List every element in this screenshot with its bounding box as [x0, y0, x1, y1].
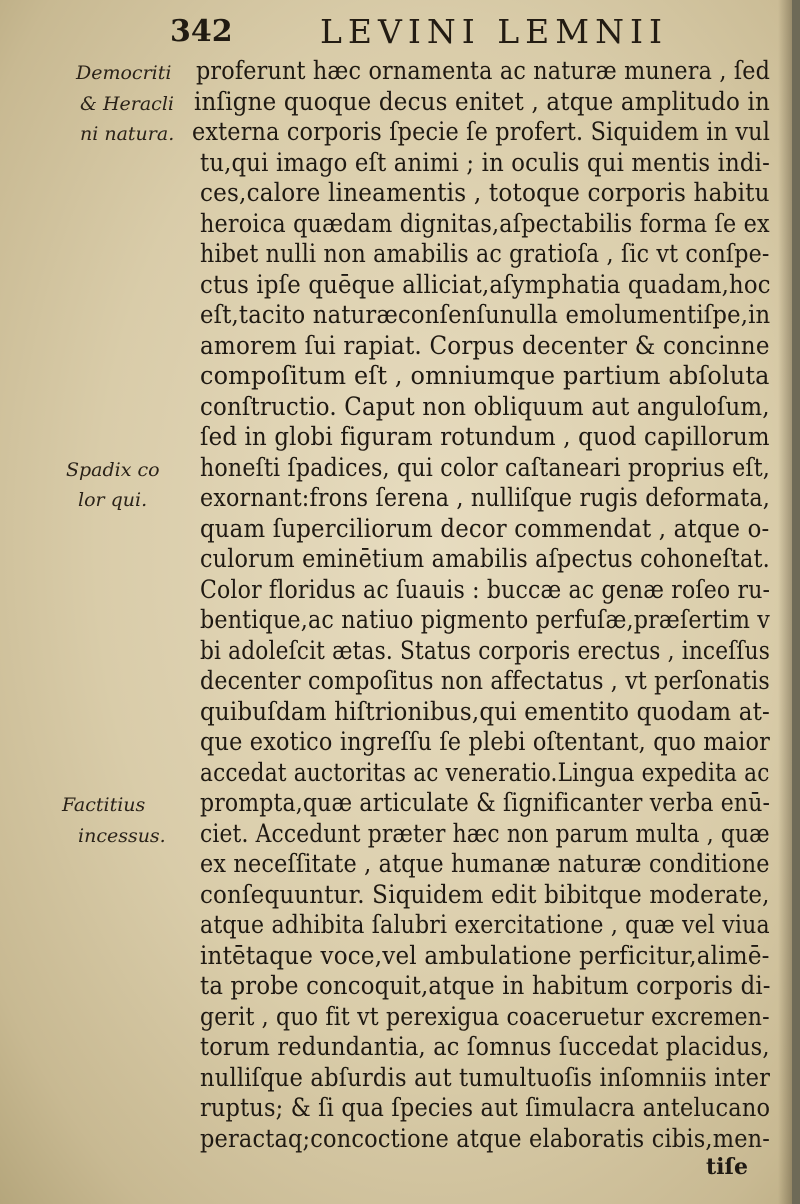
text-line: heroica quædam dignitas,aſpectabilis forma ſe ex: [200, 208, 770, 238]
text-line: Color floridus ac ſuauis : buccæ ac genæ roſeo ru-: [200, 574, 771, 604]
text-line: accedat auctoritas ac veneratio.Lingua expedita ac: [200, 757, 770, 787]
text-line: honeſti ſpadices, qui color caſtaneari proprius eſt,: [200, 452, 771, 482]
text-line: culorum eminētium amabilis aſpectus cohoneſtat.: [200, 544, 770, 573]
text-line: eſt,tacito naturæconſenſunulla emolumentiſpe,in: [200, 300, 771, 329]
text-line: ſed in globi figuram rotundum , quod capillorum: [200, 422, 770, 451]
marginal-note: Spadix co: [66, 458, 160, 481]
text-line: tu,qui imago eſt animi ; in oculis qui mentis indi-: [200, 147, 770, 177]
text-line: inſigne quoque decus enitet , atque amplitudo in: [194, 86, 770, 116]
text-line: quibuſdam hiſtrionibus,qui ementito quodam at-: [200, 696, 771, 726]
running-head: LEVINI LEMNII: [320, 12, 669, 51]
text-line: ces,calore lineamentis , totoque corporis habitu: [200, 178, 770, 207]
text-line: compoſitum eſt , omniumque partium abſoluta: [200, 361, 770, 390]
text-line: gerit , quo fit vt perexigua coaceruetur excremen-: [200, 1001, 770, 1031]
text-line: que exotico ingreſſu ſe plebi oſtentant, quo maior: [200, 727, 771, 756]
marginal-note: ni natura.: [80, 123, 175, 145]
text-line: peractaq;concoctione atque elaboratis cibis,men-: [200, 1123, 771, 1153]
page-number: 342: [170, 14, 233, 49]
text-line: externa corporis ſpecie ſe profert. Siquidem in vul: [192, 117, 771, 146]
text-line: exornant:frons ſerena , nulliſque rugis deformata,: [200, 483, 771, 512]
text-line: bentique,ac natiuo pigmento perfuſæ,præſertim v: [200, 605, 771, 634]
text-line: quam ſuperciliorum decor commendat , atque o-: [200, 513, 770, 543]
text-line: atque adhibita ſalubri exercitatione , quæ vel viua: [200, 910, 770, 939]
text-line: intētaque voce,vel ambulatione perficitur,alimē-: [200, 940, 770, 970]
text-line: nulliſque abſurdis aut tumultuoſis inſomniis inter: [200, 1062, 771, 1092]
text-line: hibet nulli non amabilis ac gratioſa , ſic vt conſpe-: [200, 239, 770, 268]
marginal-note: incessus.: [78, 824, 166, 847]
text-line: amorem ſui rapiat. Corpus decenter & concinne: [200, 330, 770, 360]
text-line: prompta,quæ articulate & ſignificanter verba enū-: [200, 788, 771, 817]
text-line: ruptus; & ſi qua ſpecies aut ſimulacra antelucano: [200, 1093, 771, 1122]
text-line: bi adoleſcit ætas. Status corporis erectus , inceſſus: [200, 635, 770, 665]
text-line: ex neceſſitate , atque humanæ naturæ conditione: [200, 849, 770, 878]
marginal-note: Democriti: [76, 62, 172, 84]
marginal-note: & Heracli: [80, 92, 174, 115]
text-line: ta probe concoquit,atque in habitum corporis di-: [200, 971, 771, 1000]
marginal-note: Factitius: [62, 794, 146, 816]
text-line: conſtructio. Caput non obliquum aut anguloſum,: [200, 391, 770, 421]
text-line: conſequuntur. Siquidem edit bibitque moderate,: [200, 879, 770, 909]
text-line: proferunt hæc ornamenta ac naturæ munera , ſed: [196, 56, 771, 85]
text-line: torum redundantia, ac ſomnus ſuccedat placidus,: [200, 1032, 770, 1061]
text-line: ctus ipſe quēque alliciat,aſymphatia quadam,hoc: [200, 269, 771, 299]
marginal-note: lor qui.: [78, 489, 148, 511]
catchword: tiſe: [706, 1154, 748, 1180]
text-line: decenter compoſitus non affectatus , vt perſonatis: [200, 666, 770, 695]
text-line: ciet. Accedunt præter hæc non parum multa , quæ: [200, 818, 770, 848]
